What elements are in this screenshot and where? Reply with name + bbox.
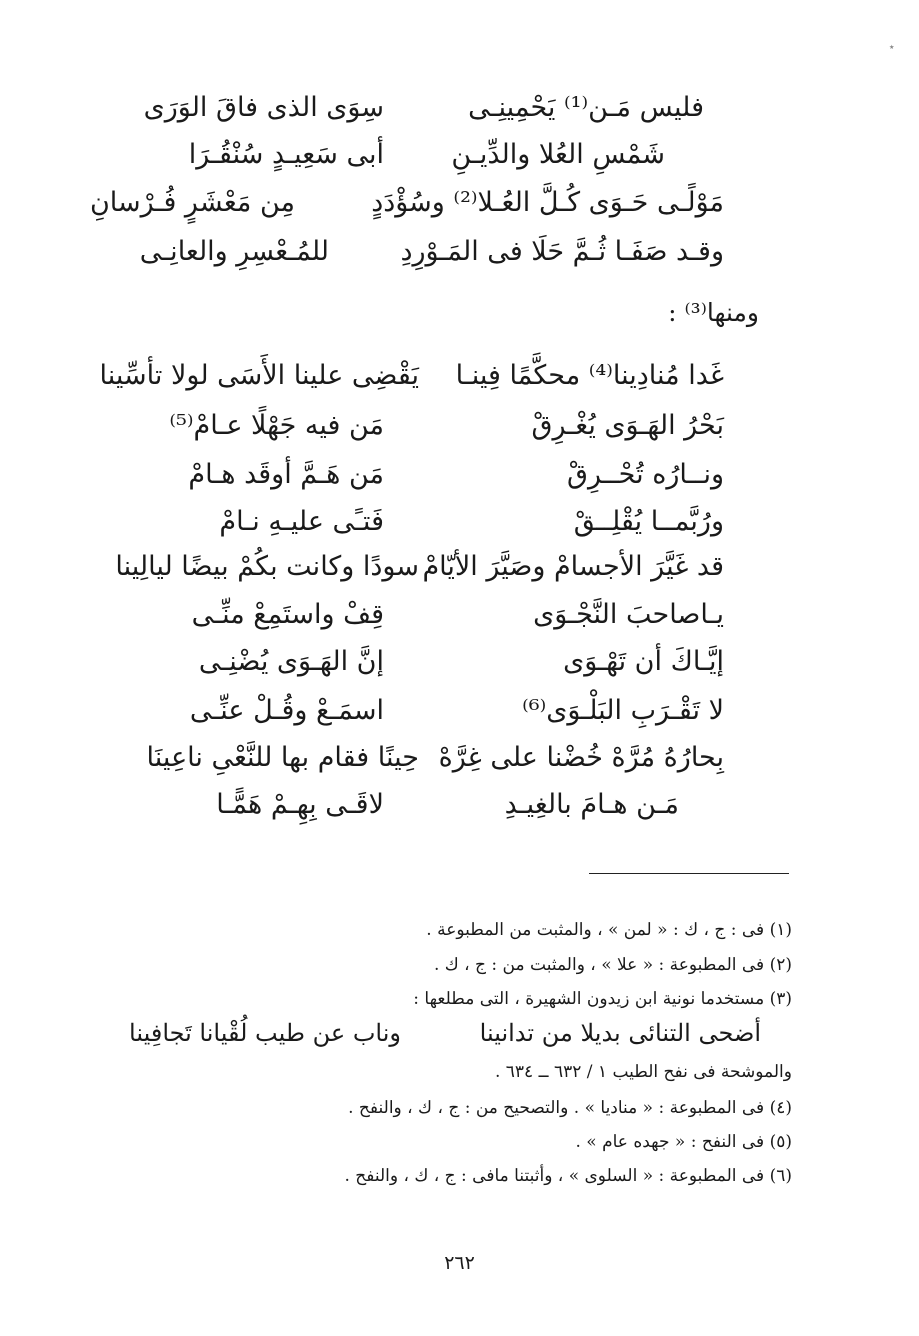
stanza-4-right: ورُبَّمــا يُقْلِــقْ bbox=[573, 506, 724, 537]
stanza-2-right: بَحْرُ الهَـوَى يُغْـرِقْ bbox=[531, 410, 724, 441]
margin-mark: ٭ bbox=[889, 42, 895, 53]
stanza-3-right: ونــارُه تُحْــرِقْ bbox=[567, 459, 724, 490]
stanza-8-right: لا تَقْـرَبِ البَلْـوَى⁽⁶⁾ bbox=[522, 695, 724, 726]
stanza-10-right: مَـن هـامَ بالغِيـدِ bbox=[504, 789, 679, 820]
verse-3-left: مِن مَعْشَرٍ فُـرْسانِ bbox=[89, 187, 295, 218]
page-number: ٢٦٢ bbox=[444, 1252, 475, 1274]
footnote-4: (٤) فى المطبوعة : « مناديا » . والتصحيح من : ج ، ك ، والنفح . bbox=[348, 1098, 792, 1118]
footnote-3-verse-right: أضحى التنائى بديلا من تدانينا bbox=[479, 1019, 761, 1047]
verse-4-right: وقـد صَفَـا ثُـمَّ حَلَا فى المَـوْرِدِ bbox=[400, 236, 724, 267]
verse-3-right: مَوْلًـى حَـوَى كُـلَّ العُـلا⁽²⁾ وسُؤْدَدٍ bbox=[371, 187, 724, 218]
footnote-5: (٥) فى النفح : « جهده عام » . bbox=[575, 1132, 792, 1152]
verse-2-right: شَمْسِ العُلا والدِّيـنِ bbox=[451, 139, 665, 170]
stanza-4-left: فَتـًى عليـهِ نـامْ bbox=[219, 506, 384, 537]
footnote-separator bbox=[589, 873, 789, 874]
verse-1-left: سِوَى الذى فاقَ الوَرَى bbox=[143, 92, 384, 123]
footnote-1: (١) فى : ج ، ك : « لمن » ، والمثبت من المطبوعة . bbox=[426, 920, 792, 940]
section-intro: ومنها⁽³⁾ : bbox=[668, 298, 759, 327]
footnote-3-verse-left: وناب عن طيب لُقْيانا تَجافِينا bbox=[129, 1019, 401, 1047]
stanza-7-right: إيَّـاكَ أن تَهْـوَى bbox=[563, 646, 724, 677]
stanza-6-left: قِفْ واستَمِعْ منِّـى bbox=[191, 599, 384, 630]
stanza-5-left: سودًا وكانت بكُمْ بيضًا ليالِينا bbox=[115, 551, 419, 582]
footnote-2: (٢) فى المطبوعة : « علا » ، والمثبت من : ج ، ك . bbox=[433, 955, 792, 975]
stanza-3-left: مَن هَـمَّ أوقَد هـامْ bbox=[188, 459, 384, 490]
stanza-5-right: قد غَيَّرَ الأجسامْ وصَيَّرَ الأيّامْ bbox=[422, 551, 724, 582]
stanza-1-left: يَقْضِى علينا الأَسَى لولا تأسِّينا bbox=[99, 360, 419, 391]
footnote-3: (٣) مستخدما نونية ابن زيدون الشهيرة ، التى مطلعها : bbox=[413, 989, 792, 1009]
stanza-10-left: لاقَـى بِهِـمْ هَمًّـا bbox=[216, 789, 384, 820]
verse-4-left: للمُـعْسِرِ والعانِـى bbox=[139, 236, 329, 267]
stanza-9-left: حِينًا فقام بها للنَّعْىِ ناعِينَا bbox=[146, 742, 419, 773]
verse-1-right: فليس مَـن⁽¹⁾ يَحْمِينِـى bbox=[468, 92, 704, 123]
stanza-1-right: غَدا مُنادِينا⁽⁴⁾ محكَّمًا فِينـا bbox=[455, 360, 724, 391]
stanza-8-left: اسمَـعْ وقُـلْ عنِّـى bbox=[189, 695, 384, 726]
stanza-7-left: إنَّ الهَـوَى يُضْنِـى bbox=[198, 646, 384, 677]
footnote-6: (٦) فى المطبوعة : « السلوى » ، وأثبتنا مافى : ج ، ك ، والنفح . bbox=[344, 1166, 792, 1186]
footnote-3-continuation: والموشحة فى نفح الطيب ١ / ٦٣٢ ــ ٦٣٤ . bbox=[494, 1062, 792, 1082]
stanza-9-right: بِحارُهُ مُرَّهْ خُضْنا على غِرَّهْ bbox=[438, 742, 724, 773]
stanza-6-right: يـاصاحبَ النَّجْـوَى bbox=[533, 599, 724, 630]
stanza-2-left: مَن فيه جَهْلًا عـامْ⁽⁵⁾ bbox=[169, 410, 384, 441]
verse-2-left: أبى سَعِيـدٍ سُنْقُـرَا bbox=[188, 139, 384, 170]
